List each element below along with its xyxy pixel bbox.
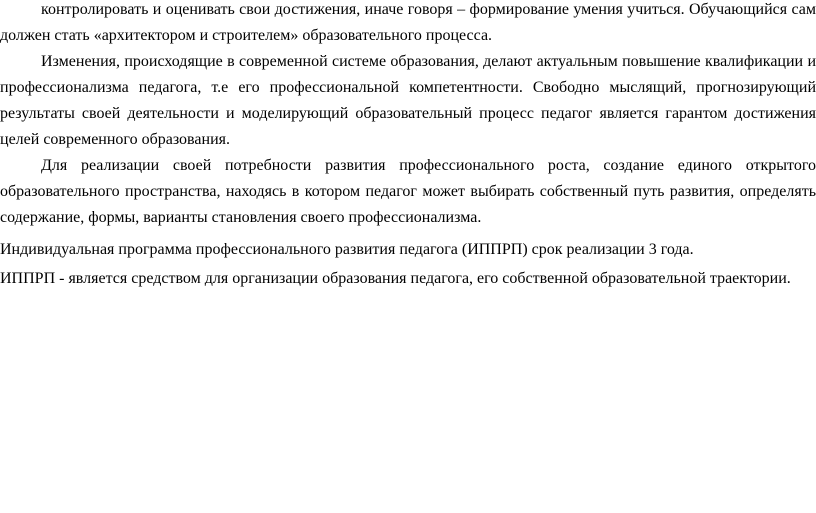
paragraph-ipprp-program: Индивидуальная программа профессионального развития педагога (ИППРП) срок реализации 3 года. [0,241,694,258]
paragraph-professional-growth: Для реализации своей потребности развития профессионального роста, создание единого открытого образовательного пространства, находясь в котором педагог может выбирать собственный путь развития, определять содержание, формы, варианты становления своего профессионализма. [0,157,816,226]
paragraph-modernization: Изменения, происходящие в современной системе образования, делают актуальным повышение квалификации и профессионализма педагога, т.е его профессиональной компетентности. Свободно мыслящий, прогнозирующий результаты своей деятельности и моделирующий образовательный процесс педагог является гарантом достижения целей современного образования. [0,53,816,148]
paragraph-continuation: контролировать и оценивать свои достижения, иначе говоря – формирование умения учиться. Обучающийся сам должен стать «архитектором и строителем» образовательного процесса. [0,1,816,44]
paragraph-ipprp-definition: ИППРП - является средством для организации образования педагога, его собственной образовательной траектории. [0,270,791,287]
